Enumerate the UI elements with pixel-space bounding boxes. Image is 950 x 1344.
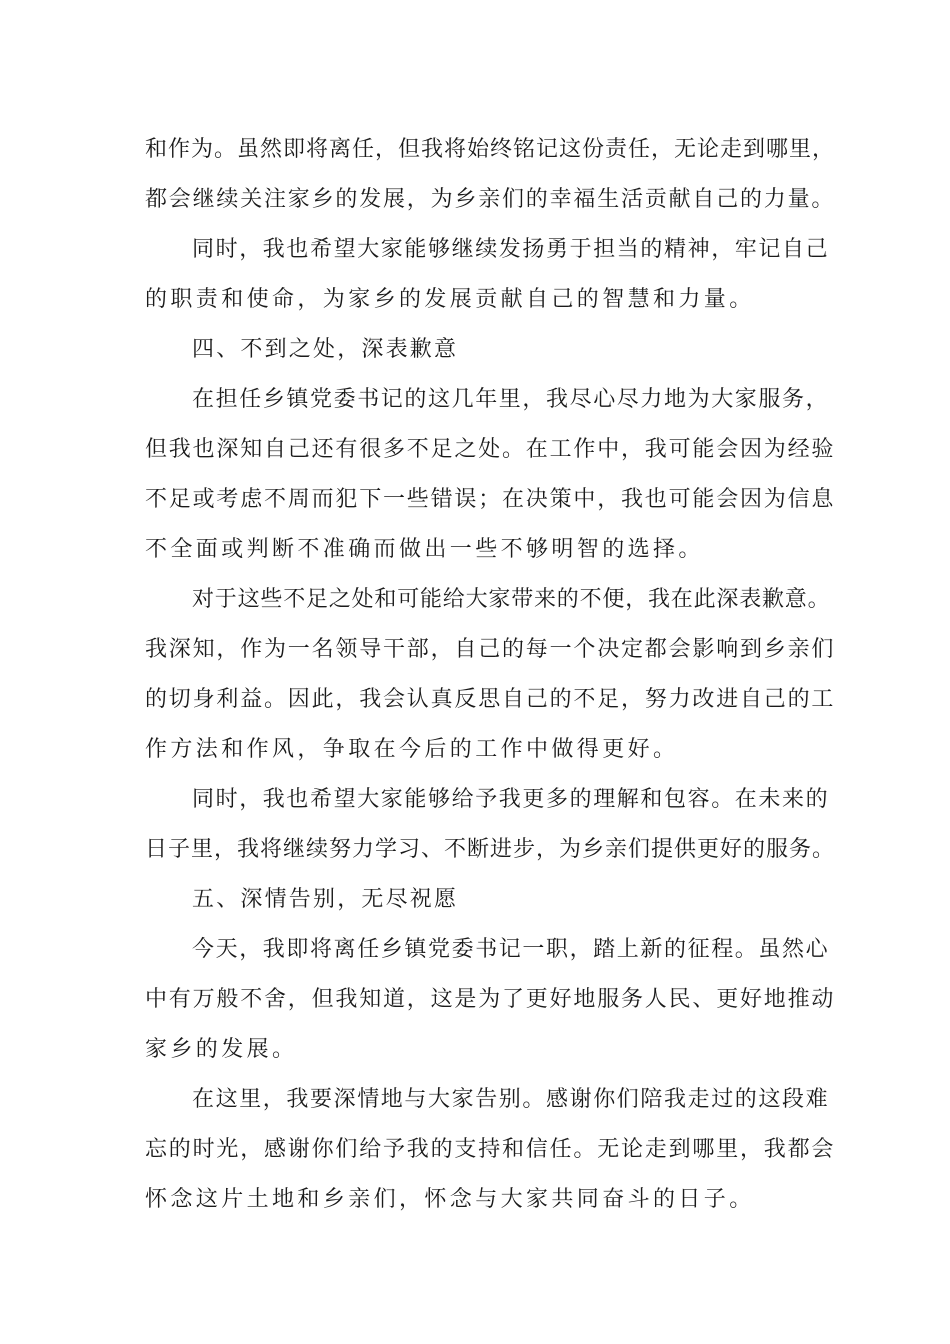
paragraph-line: 对于这些不足之处和可能给大家带来的不便，我在此深表歉意。 [192,587,831,612]
paragraph-line: 日子里，我将继续努力学习、不断进步，为乡亲们提供更好的服务。 [145,837,836,862]
paragraph-line: 家乡的发展。 [145,1037,298,1062]
paragraph-line: 我深知，作为一名领导干部，自己的每一个决定都会影响到乡亲们 [145,637,836,662]
paragraph-line: 在担任乡镇党委书记的这几年里，我尽心尽力地为大家服务， [192,387,830,412]
paragraph-line: 作方法和作风，争取在今后的工作中做得更好。 [145,737,679,762]
paragraph-line: 今天，我即将离任乡镇党委书记一职，踏上新的征程。虽然心 [192,937,830,962]
section-heading: 四、不到之处，深表歉意 [192,337,459,362]
paragraph-line: 同时，我也希望大家能够给予我更多的理解和包容。在未来的 [192,787,830,812]
paragraph-line: 怀念这片土地和乡亲们，怀念与大家共同奋斗的日子。 [145,1187,755,1212]
paragraph-line: 不全面或判断不准确而做出一些不够明智的选择。 [145,537,704,562]
section-heading: 五、深情告别，无尽祝愿 [192,887,459,912]
paragraph-line: 都会继续关注家乡的发展，为乡亲们的幸福生活贡献自己的力量。 [145,187,836,212]
paragraph-line: 的职责和使命，为家乡的发展贡献自己的智慧和力量。 [145,287,755,312]
paragraph-line: 的切身利益。因此，我会认真反思自己的不足，努力改进自己的工 [145,687,836,712]
paragraph-line: 和作为。虽然即将离任，但我将始终铭记这份责任，无论走到哪里， [145,137,836,162]
paragraph-line: 不足或考虑不周而犯下一些错误；在决策中，我也可能会因为信息 [145,487,836,512]
paragraph-line: 在这里，我要深情地与大家告别。感谢你们陪我走过的这段难 [192,1087,830,1112]
paragraph-line: 但我也深知自己还有很多不足之处。在工作中，我可能会因为经验 [145,437,836,462]
paragraph-line: 中有万般不舍，但我知道，这是为了更好地服务人民、更好地推动 [145,987,836,1012]
paragraph-line: 忘的时光，感谢你们给予我的支持和信任。无论走到哪里，我都会 [145,1137,836,1162]
paragraph-line: 同时，我也希望大家能够继续发扬勇于担当的精神，牢记自己 [192,237,830,262]
